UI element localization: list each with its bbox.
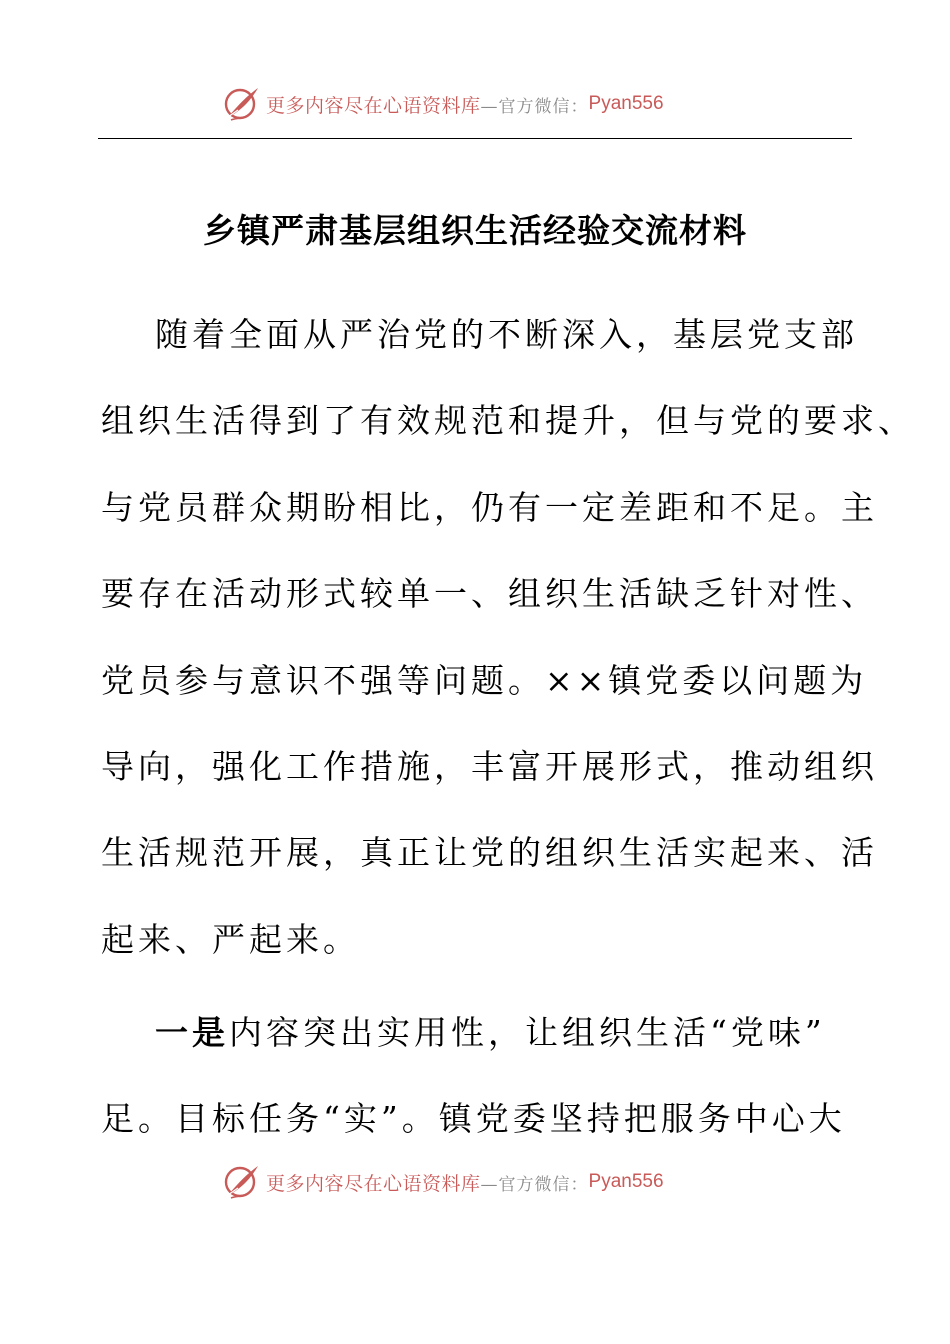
footer-banner: [222, 1160, 664, 1204]
header-banner: [222, 82, 664, 126]
paragraph-point-one: [101, 990, 855, 1163]
banner-brand-text: 更多内容尽在心语资料库: [266, 94, 481, 117]
banner-wechat-label: —官方微信：: [480, 96, 589, 117]
document-title: 乡镇严肃基层组织生活经验交流材料: [203, 211, 747, 250]
quill-logo-icon: [222, 1162, 262, 1202]
paragraph-line: 起来、严起来。: [101, 919, 360, 959]
paragraph-line: 导向，强化工作措施，丰富开展形式，推动组织: [101, 747, 878, 787]
banner-brand-text: 更多内容尽在心语资料库: [266, 1172, 481, 1195]
paragraph-line: 随着全面从严治党的不断深入，基层党支部: [155, 315, 858, 354]
banner-wechat-id: Pyan556: [588, 93, 664, 114]
paragraph-intro: [101, 292, 915, 983]
banner-wechat-label: —官方微信：: [480, 1174, 589, 1195]
paragraph-line: 要存在活动形式较单一、组织生活缺乏针对性、: [101, 574, 878, 614]
header-divider: [98, 138, 852, 139]
point-lead-label: 一是: [155, 1013, 229, 1052]
paragraph-line: 生活规范开展，真正让党的组织生活实起来、活: [101, 833, 878, 873]
paragraph-line: [101, 990, 855, 1076]
paragraph-line: 与党员群众期盼相比，仍有一定差距和不足。主: [101, 487, 878, 527]
quill-logo-icon: [222, 84, 262, 124]
banner-wechat-id: Pyan556: [588, 1171, 664, 1192]
paragraph-line: 组织生活得到了有效规范和提升，但与党的要求、: [101, 401, 915, 441]
paragraph-line: 足。目标任务“实”。镇党委坚持把服务中心大: [101, 1099, 846, 1139]
paragraph-line: 党员参与意识不强等问题。××镇党委以问题为: [101, 660, 868, 700]
point-lead-text: 内容突出实用性，让组织生活“党味”: [229, 1013, 826, 1052]
